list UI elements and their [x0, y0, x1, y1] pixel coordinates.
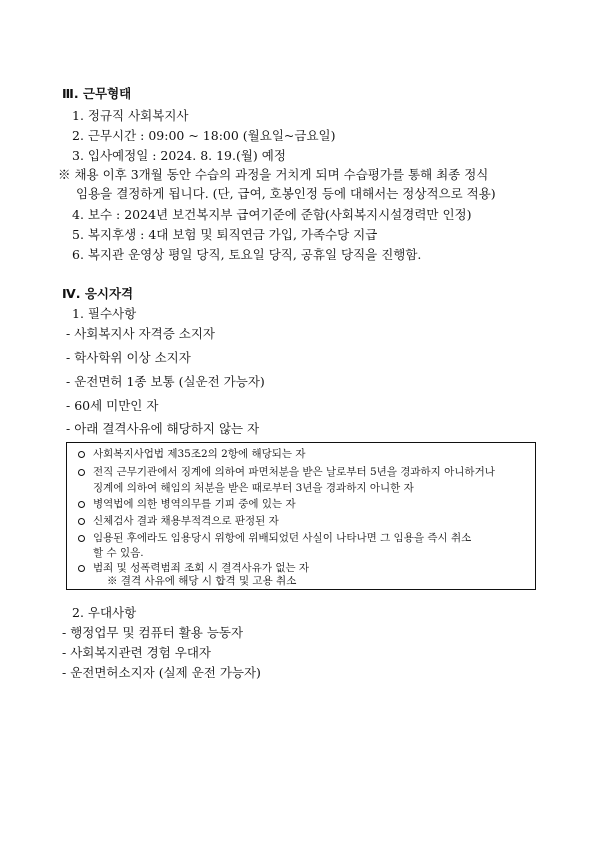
disqualification-box — [66, 442, 536, 590]
preferred-item-2: - 사회복지관련 경험 우대자 — [62, 645, 211, 660]
required-subheading: 1. 필수사항 — [72, 306, 137, 321]
required-item-5: - 아래 결격사유에 해당하지 않는 자 — [66, 421, 260, 436]
disqualification-item-3: 병역법에 의한 병역의무를 기피 중에 있는 자 — [93, 498, 296, 510]
preferred-item-3: - 운전면허소지자 (실제 운전 가능자) — [62, 665, 261, 680]
circle-bullet-icon — [78, 501, 85, 508]
disqualification-item-1: 사회복지사업법 제35조2의 2항에 해당되는 자 — [93, 448, 306, 460]
required-item-2: - 학사학위 이상 소지자 — [66, 350, 191, 365]
disqualification-item-5-line-2: 할 수 있음. — [93, 547, 144, 559]
disqualification-item-6: 범죄 및 성폭력범죄 조회 시 결격사유가 없는 자 — [93, 562, 310, 574]
required-item-3: - 운전면허 1종 보통 (실운전 가능자) — [66, 374, 265, 389]
section-4-heading: Ⅳ. 응시자격 — [62, 286, 134, 301]
section-3-item-1: 1. 정규직 사회복지사 — [72, 108, 189, 123]
required-item-4: - 60세 미만인 자 — [66, 398, 159, 413]
section-3-item-4: 4. 보수 : 2024년 보건복지부 급여기준에 준함(사회복지시설경력만 인정) — [72, 207, 472, 222]
disqualification-item-2-line-1: 전직 근무기관에서 징계에 의하여 파면처분을 받은 날로부터 5년을 경과하지 아니하거나 — [93, 466, 495, 478]
section-3-note-line-1: ※ 채용 이후 3개월 동안 수습의 과정을 거치게 되며 수습평가를 통해 최종 정식 — [58, 167, 489, 182]
circle-bullet-icon — [78, 565, 85, 572]
circle-bullet-icon — [78, 518, 85, 525]
circle-bullet-icon — [78, 451, 85, 458]
disqualification-item-2-line-2: 징계에 의하여 해임의 처분을 받은 때로부터 3년을 경과하지 아니한 자 — [93, 482, 414, 494]
circle-bullet-icon — [78, 535, 85, 542]
preferred-item-1: - 행정업무 및 컴퓨터 활용 능동자 — [62, 625, 244, 640]
disqualification-note: ※ 결격 사유에 해당 시 합격 및 고용 취소 — [107, 575, 297, 587]
disqualification-item-5-line-1: 임용된 후에라도 임용당시 위항에 위배되었던 사실이 나타나면 그 임용을 즉시 취소 — [93, 532, 472, 544]
circle-bullet-icon — [78, 469, 85, 476]
section-3-item-5: 5. 복지후생 : 4대 보험 및 퇴직연금 가입, 가족수당 지급 — [72, 227, 378, 242]
section-3-heading: Ⅲ. 근무형태 — [62, 86, 132, 101]
section-3-note-line-2: 임용을 결정하게 됩니다. (단, 급여, 호봉인정 등에 대해서는 정상적으로 적용) — [76, 186, 496, 201]
required-item-1: - 사회복지사 자격증 소지자 — [66, 326, 215, 341]
section-3-item-3: 3. 입사예정일 : 2024. 8. 19.(월) 예정 — [72, 148, 286, 163]
disqualification-item-4: 신체검사 결과 채용부적격으로 판정된 자 — [93, 515, 279, 527]
section-3-item-6: 6. 복지관 운영상 평일 당직, 토요일 당직, 공휴일 당직을 진행함. — [72, 247, 422, 262]
section-3-item-2: 2. 근무시간 : 09:00 ~ 18:00 (월요일~금요일) — [72, 128, 336, 143]
preferred-subheading: 2. 우대사항 — [72, 605, 137, 620]
